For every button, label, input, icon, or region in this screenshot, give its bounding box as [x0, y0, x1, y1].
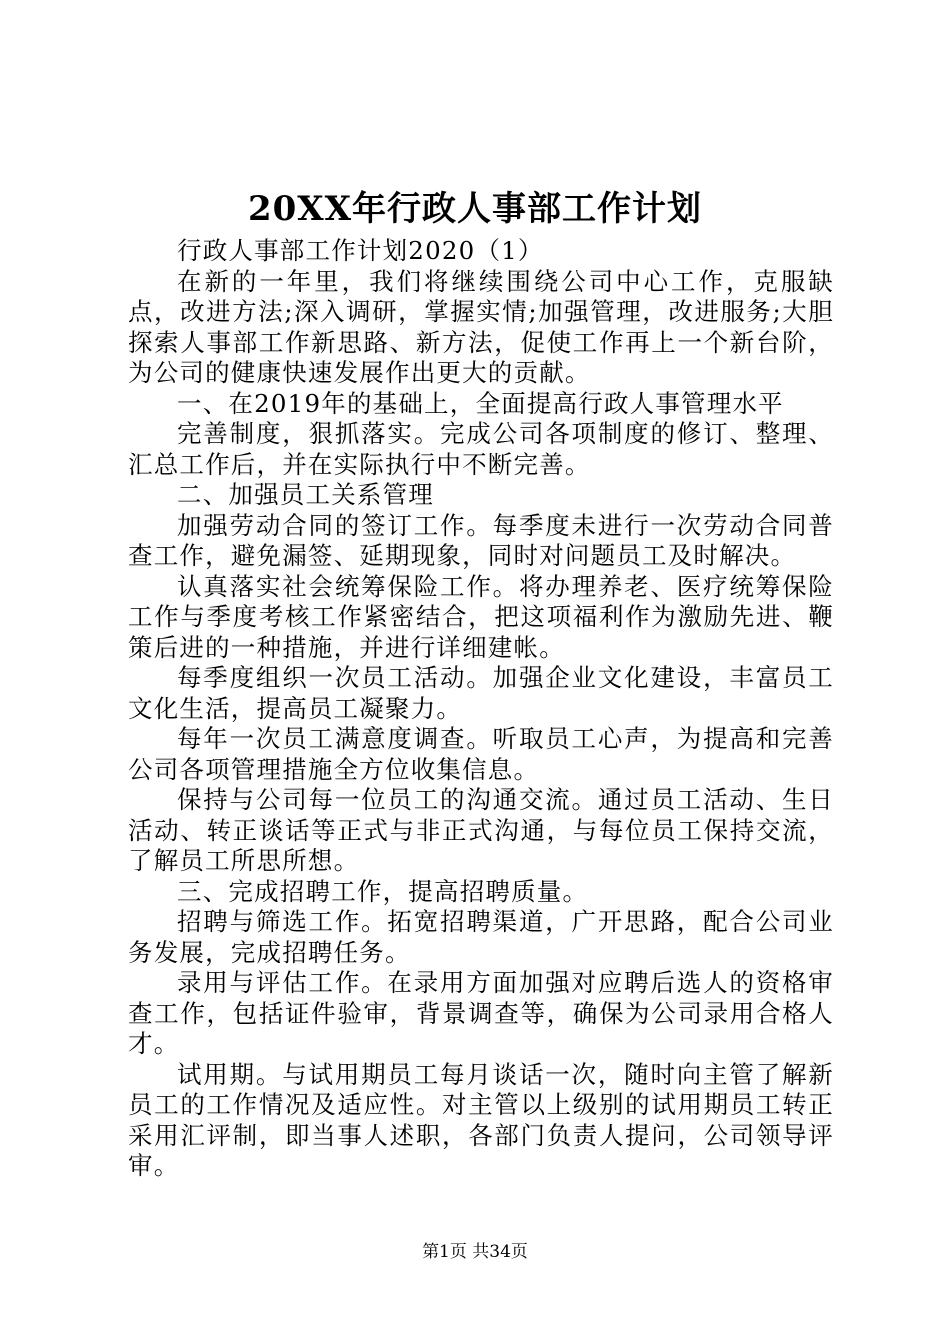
page-title: 20XX年行政人事部工作计划 [247, 189, 703, 229]
section-heading: 一、在2019年的基础上，全面提高行政人事管理水平 [177, 388, 784, 418]
body-paragraph: 在新的一年里，我们将继续围绕公司中心工作，克服缺点，改进方法;深入调研，掌握实情;加强管理，改进服务;大胆探索人事部工作新思路、新方法，促使工作再上一个新台阶，为公司的健康快速发展作出更大的贡献。 [128, 266, 834, 387]
section-heading: 三、完成招聘工作，提高招聘质量。 [177, 876, 589, 906]
body-paragraph: 每年一次员工满意度调查。听取员工心声，为提高和完善公司各项管理措施全方位收集信息。 [128, 724, 834, 784]
body-paragraph: 加强劳动合同的签订工作。每季度未进行一次劳动合同普查工作，避免漏签、延期现象，同时对问题员工及时解决。 [128, 510, 834, 570]
section-subtitle: 行政人事部工作计划2020（1） [177, 236, 544, 265]
page-footer: 第1页 共34页 [422, 1242, 528, 1262]
body-paragraph: 认真落实社会统筹保险工作。将办理养老、医疗统筹保险工作与季度考核工作紧密结合，把这项福利作为激励先进、鞭策后进的一种措施，并进行详细建帐。 [128, 571, 834, 662]
document-body [128, 236, 834, 1182]
body-paragraph: 试用期。与试用期员工每月谈话一次，随时向主管了解新员工的工作情况及适应性。对主管以上级别的试用期员工转正采用汇评制，即当事人述职，各部门负责人提问，公司领导评审。 [128, 1059, 834, 1180]
body-paragraph: 每季度组织一次员工活动。加强企业文化建设，丰富员工文化生活，提高员工凝聚力。 [128, 663, 834, 723]
body-paragraph: 完善制度，狠抓落实。完成公司各项制度的修订、整理、汇总工作后，并在实际执行中不断完善。 [128, 419, 834, 479]
body-paragraph: 录用与评估工作。在录用方面加强对应聘后选人的资格审查工作，包括证件验审，背景调查等，确保为公司录用合格人才。 [128, 968, 834, 1058]
body-paragraph: 保持与公司每一位员工的沟通交流。通过员工活动、生日活动、转正谈话等正式与非正式沟通，与每位员工保持交流，了解员工所思所想。 [128, 785, 834, 875]
section-heading: 二、加强员工关系管理 [177, 480, 434, 509]
body-paragraph: 招聘与筛选工作。拓宽招聘渠道，广开思路，配合公司业务发展，完成招聘任务。 [128, 907, 834, 967]
